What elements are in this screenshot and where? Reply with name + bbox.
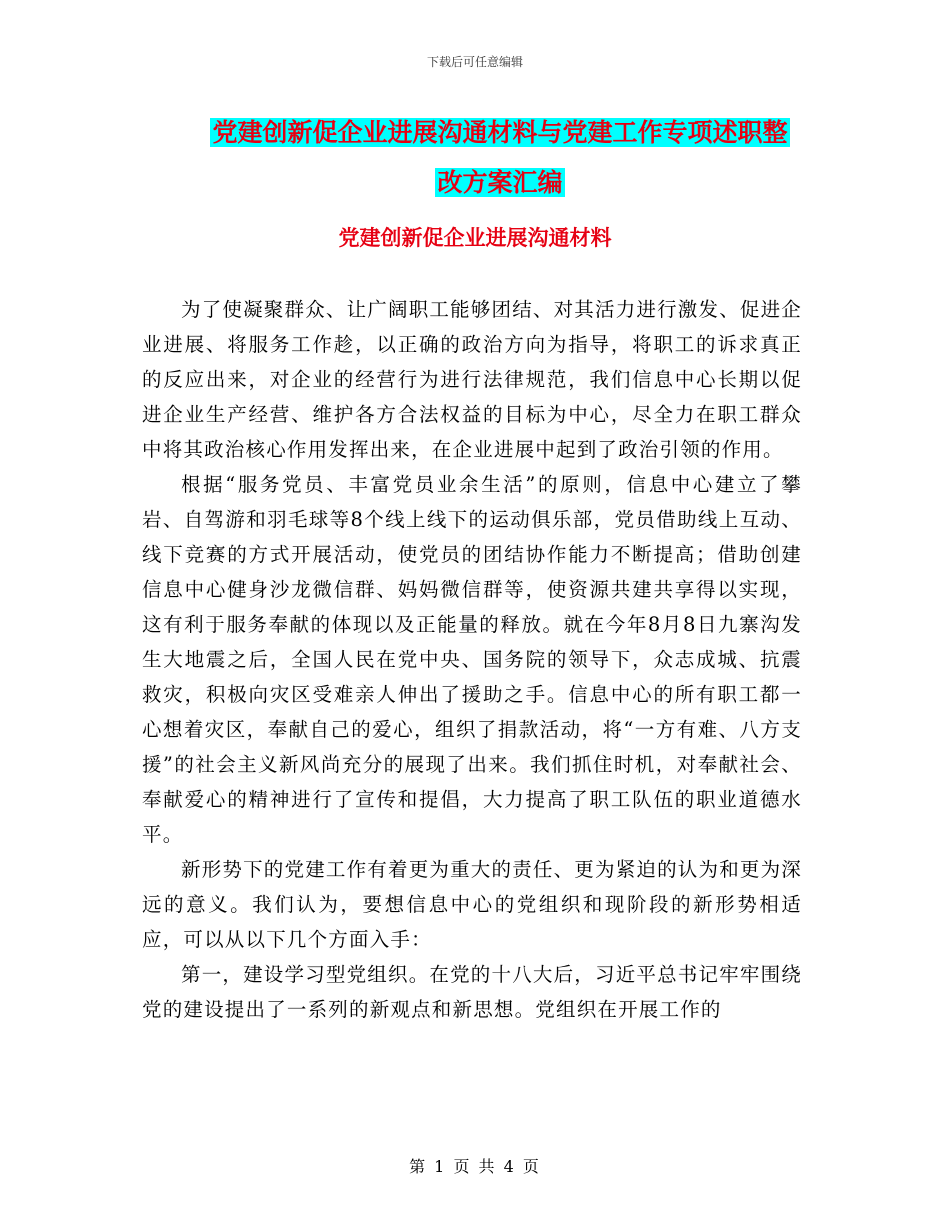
paragraph: 为了使凝聚群众、让广阔职工能够团结、对其活力进行激发、促进企业进展、将服务工作趁，以正确的政治方向为指导，将职工的诉求真正的反应出来，对企业的经营行为进行法律规范，我们信息中心长期以促进企业生产经营、维护各方合法权益的目标为中心，尽全力在职工群众中将其政治核心作用发挥出来，在企业进展中起到了政治引领的作用。 [142,298,803,461]
paragraph: 根据“服务党员、丰富党员业余生活”的原则，信息中心建立了攀岩、自驾游和羽毛球等8个线上线下的运动俱乐部，党员借助线上互动、线下竞赛的方式开展活动，使党员的团结协作能力不断提高；借助创建信息中心健身沙龙微信群、妈妈微信群等，使资源共建共享得以实现，这有利于服务奉献的体现以及正能量的释放。就在今年8月8日九寨沟发生大地震之后，全国人民在党中央、国务院的领导下，众志成城、抗震救灾，积极向灾区受难亲人伸出了援助之手。信息中心的所有职工都一心想着灾区，奉献自己的爱心，组织了捐款活动，将“一方有难、八方支援”的社会主义新风尚充分的展现了出来。我们抓住时机，对奉献社会、奉献爱心的精神进行了宣传和提倡，大力提高了职工队伍的职业道德水平。 [142,473,802,846]
document-title-line1: 党建创新促企业进展沟通材料与党建工作专项述职整 [212,118,788,147]
paragraph: 新形势下的党建工作有着更为重大的责任、更为紧迫的认为和更为深远的意义。我们认为，要想信息中心的党组织和现阶段的新形势相适应，可以从以下几个方面入手： [142,858,803,951]
document-title-line2: 改方案汇编 [437,168,563,197]
body-text [142,292,802,1027]
header-note: 下载后可任意编辑 [426,55,523,69]
page-footer: 第 1 页 共 4 页 [409,1157,541,1176]
document-title [190,108,810,208]
section-title: 党建创新促企业进展沟通材料 [338,226,612,250]
paragraph: 第一，建设学习型党组织。在党的十八大后，习近平总书记牢牢围绕党的建设提出了一系列的新观点和新思想。党组织在开展工作的 [142,963,803,1021]
